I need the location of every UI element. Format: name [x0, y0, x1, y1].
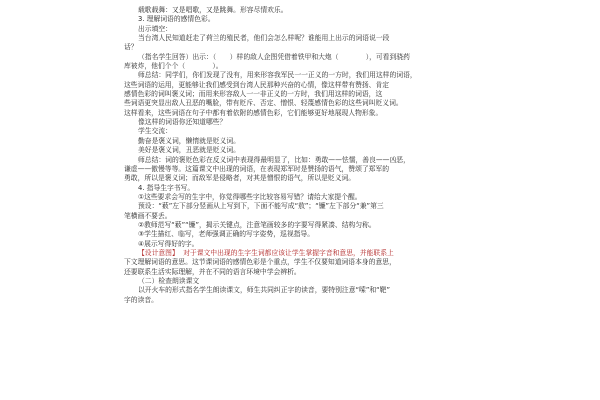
design-intent-line: 【设计意图】 对于课文中出现的生字生词都应该让学生掌握字音和意思，并能联系上 [138, 248, 394, 257]
text-line: 当台湾人民知道赶走了荷兰的殖民者，他们会怎么样呢？谁能用上出示的词语说一段 [138, 34, 390, 43]
text-line: 话？ [124, 43, 138, 52]
text-line: 字的读音。 [124, 295, 158, 304]
list-item: ④展示写得好的字。 [138, 239, 199, 248]
text-line: 谦虚——傲慢等等。这篇课文中出现的词语，在表现郑军时是赞扬的语气，赞颂了郑军的 [124, 164, 390, 173]
text-line: 出示填空： [138, 24, 172, 33]
fill-blank-line: （指名学生回答）出示：（ ）样的敌人企图凭借着铁甲和大炮（ ），可看到骁药 [138, 52, 410, 61]
list-item: ①这些要求会写的生字中，你觉得哪些字比较容易写错？请给大家提个醒。 [138, 192, 362, 201]
section-heading: 4. 指导生字书写。 [138, 183, 195, 192]
list-item: ③学生描红、临写，老师强调正确的写字姿势，巡视指导。 [138, 230, 315, 239]
fill-blank-line: 库被炸，他们个个（ ）。 [124, 62, 223, 71]
text-line: 还要联系生活实际理解，并在不同的语言环境中学会辨析。 [124, 267, 301, 276]
text-line: 预设：“薮”左下部分竖画从上写到下，下面不能写成“敖”；“镰”左下部分“兼”第三 [138, 202, 384, 211]
text-line: 下文理解词语的意思。这节课词语的感情色彩是个重点，学生不仅要知道词语本身的意思， [124, 258, 396, 267]
list-item: ②教师范写“薮”“镰”，揭示关键点，注意笔画较多的字要写得紧凑、结构匀称。 [138, 220, 376, 229]
text-line: 载歌载舞：又是唱歌，又是跳舞。形容尽情欢乐。 [138, 6, 288, 14]
text-line: 以开火车的形式指名学生朗读课文，师生共同纠正字的读音，要特别注意“嗦”和“靶” [138, 286, 390, 295]
text-line: 师总结：词的褒贬色彩在反义词中表现得最明显了，比如：勇敢——怯懦，善良——凶恶， [138, 155, 410, 164]
section-heading: 3. 理解词语的感情色彩。 [138, 15, 215, 24]
text-line: 勇敢，所以是褒义词；而敌军是侵略者，对其是憎恨的语气，所以是贬义词。 [124, 174, 356, 183]
text-line: 这些词语的运用，更能够让我们感受到台湾人民那种兴奋的心情，像这样带有赞扬、肯定 [124, 80, 390, 89]
text-line: 笔横画不要丢。 [124, 211, 172, 220]
text-line: 美好是褒义词，丑恶就是贬义词。 [138, 146, 240, 155]
text-line: 像这样的词语你还知道哪些？ [138, 118, 227, 127]
text-line: 这样看来，这些词语在句子中都有着依附的感情色彩，它们能够更好地展现人物形象。 [124, 108, 383, 117]
section-heading: （二）检查朗读课文 [138, 276, 200, 285]
text-line: 感情色彩的词叫褒义词；而用来形容敌人一一非正义的一方时，我们用这样的词语，这 [124, 90, 383, 99]
text-line: 些词语更突显出敌人丑恶的嘴脸，带有贬斥、否定、憎恨、轻蔑感情色彩的这些词叫贬义词。 [124, 99, 403, 108]
text-line: 学生交流： [138, 127, 172, 136]
text-line: 勤奋是褒义词，懒惰就是贬义词。 [138, 136, 240, 145]
text-line: 师总结：同学们，你们发现了没有，用来形容我军民一一正义的一方时，我们用这样的词语， [138, 71, 417, 80]
